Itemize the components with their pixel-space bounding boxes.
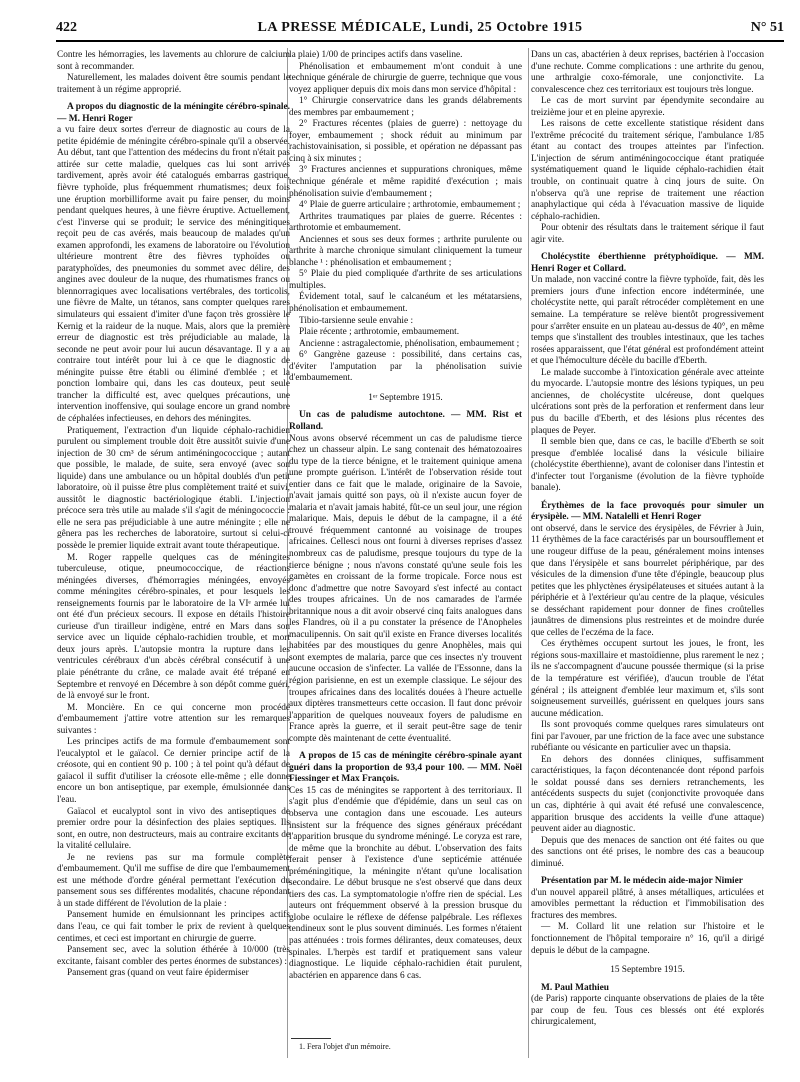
paragraph: — M. Collard lit une relation sur l'histoire et le fonctionnement de l'hôpital temporaire n° 16, qu'il a dirigé depuis le début de la campagne. [531,922,764,956]
column-2 [289,50,522,1070]
paragraph: Naturellement, les malades doivent être soumis pendant le traitement à un régime approprié. [57,73,290,95]
paragraph: Gaïacol et eucalyptol sont in vivo des antiseptiques de premier ordre pour la désinfection des plaies septiques. Ils sont, en outre, non destructeurs, mais au contraire excitants de la vitalité cellulaire. [57,806,290,852]
section-heading: A propos de 15 cas de méningite cérébro-spinale ayant guéri dans la proportion de 93,4 pour 100. — MM. Noël Fiessinger et Max François. [289,751,522,785]
footnote-rule [291,1038,331,1039]
column-divider [528,48,529,1058]
list-item: Plaie récente ; arthrotomie, embaumement. [299,327,460,338]
paragraph: Pour obtenir des résultats dans le traitement sérique il faut agir vite. [531,223,764,245]
paragraph: Il semble bien que, dans ce cas, le bacille d'Eberth se soit presque d'emblée localisé dans la vésicule biliaire (cholécystite éberthienne), avant de coloniser dans l'intestin et d'infecter tout l'organisme (évolution de la fièvre typhoïde banale). [531,437,764,494]
paragraph: Les raisons de cette excellente statistique résident dans l'extrême précocité du traitement sérique, l'ambulance 1/85 étant au contact des troupes atteintes par l'infection. L'injection de sérum antiméningococcique étant pratiquée systématiquement quand le liquide céphalo-rachidien était trouble, on continuait quatre à cinq jours de suite. On n'observa qu'à une reprise de traitement une réaction anaphylactique qui céda à l'évacuation massive de liquide céphalo-rachidien. [531,119,764,222]
paragraph: Le malade succombe à l'intoxication générale avec atteinte du myocarde. L'autopsie montre des lésions typiques, un peu anciennes, de cholécystite ulcéreuse, dont quelques ulcérations sont près de la perforation et renferment dans leur pus du bacille d'Eberth, et des lésions plus récentes des plaques de Peyer. [531,367,764,436]
section-heading: Un cas de paludisme autochtone. — MM. Rist et Rolland. [289,410,522,432]
paragraph: la plaie) 1/00 de principes actifs dans vaseline. [289,50,463,60]
paragraph: M. Moncière. En ce qui concerne mon procédé d'embaumement j'attire votre attention sur les remarques suivantes : [57,702,290,736]
session-date: 1ᵉʳ Septembre 1915. [368,392,443,403]
list-item: Évidement total, sauf le calcanéum et les métatarsiens, phénolisation et embaumement. [289,292,522,315]
paragraph: Phénolisation et embaumement m'ont conduit à une technique générale de chirurgie de guerre, technique que vous voyez appliquer depuis dix mois dans mon service d'hôpital : [289,61,522,95]
column-1 [57,50,290,1070]
page-number: 422 [56,20,77,35]
list-item: Arthrites traumatiques par plaies de guerre. Récentes : arthrotomie et embaumement. [289,211,522,234]
section-heading: Cholécystite éberthienne prétyphoïdique. — MM. Henri Roger et Collard. [531,252,764,274]
paragraph: Pratiquement, l'extraction d'un liquide céphalo-rachidien purulent ou simplement trouble doit être aussitôt suivie d'une injection de 30 cm³ de sérum antiméningococcique ; autant que possible, le malade, de suite, sera envoyé (avec son liquide) dans une ambulance ou un hôpital doublés d'un petit laboratoire, où il puisse être plus complètement traité et suivi, aussitôt le diagnostic bactériologique établi. L'injection précoce sera très utile au malade s'il s'agit de méningococcie : elle ne sera pas préjudiciable à une autre méningite ; elle ne gênera pas les recherches de laboratoire, surtout si celui-ci possède le premier liquide extrait avant toute thérapeutique. [57,425,290,551]
list-item: Anciennes et sous ses deux formes ; arthrite purulente ou arthrite à marche chronique simulant cliniquement la tumeur blanche ¹ : phénolisation et embaumement ; [289,234,522,268]
issue-number: N° 51 [750,20,784,35]
paragraph: Pansement sec, avec la solution éthérée à 10/000 (très excitante, faisant combler des pertes énormes de substances) : [57,945,290,967]
paragraph: Pansement humide en émulsionnant les principes actifs dans l'eau, ce qui fait tomber le prix de revient à quelques centimes, et ceci est important en chirurgie de guerre. [57,910,290,944]
column-3 [531,50,764,1070]
paragraph: Dans un cas, abactérien à deux reprises, bactérien à l'occasion d'une rechute. Comme complications : une arthrite du genou, une arthralgie coxo-fémorale, une conjonctivite. La convalescence chez ces territoriaux est toujours très longue. [531,50,764,95]
section-heading: Érythèmes de la face provoqués pour simuler un érysipèle. — MM. Natalelli et Henri Roger [531,500,764,523]
list-item: 6° Gangrène gazeuse : possibilité, dans certains cas, d'éviter l'amputation par la phénolisation suivie d'embaumement. [289,350,522,384]
paragraph: Ces érythèmes occupent surtout les joues, le front, les régions sous-maxillaire et mastoïdienne, plus rarement le nez ; ils ne s'accompagnent d'aucune poussée thermique (si la prise de la température est vérifiée), d'aucun trouble de l'état général ; ils atteignent d'emblée leur maximum et, s'ils sont soigneusement surveillés, guérissent en quelques jours sans aucune médication. [531,639,764,719]
paragraph: Depuis que des menaces de sanction ont été faites ou que des sanctions ont été prises, le nombre des cas a beaucoup diminué. [531,835,764,869]
header-rule [56,40,784,42]
paragraph: Ces 15 cas de méningites se rapportent à des territoriaux. Il s'agit plus d'endémie que d'épidémie, dans un seul cas on observa une contagion dans une escouade. Les auteurs insistent sur la fréquence des signes généraux précédant l'apparition brusque du syndrome méningé. Le coryza est rare, de même que la bronchite au début. L'observation des faits ferait penser à l'existence d'une septicémie atténuée préméningitique, la méningite n'étant qu'une localisation secondaire. Le début brusque ne s'est observé que dans deux tiers des cas. La symptomatologie n'offre rien de spécial. Les auteurs ont fréquemment observé à la pression brusque du globe oculaire le réflexe de défense palpébrale. Les réflexes tendineux sont le plus souvent diminués. Les formes n'étaient pas atténuées : trois formes délirantes, deux comateuses, deux spinales. L'herpès est tardif et pratiquement sans valeur diagnostique. Le liquide céphalo-rachidien était purulent, abactérien en apparence dans 6 cas. [289,785,522,981]
list-item: 5° Plaie du pied compliquée d'arthrite de ses articulations multiples. [289,269,522,291]
list-item: 4° Plaie de guerre articulaire ; arthrotomie, embaumement ; [299,200,521,211]
paragraph: a vu faire deux sortes d'erreur de diagnostic au cours de la petite épidémie de méningite cérébro-spinale qu'il a observée. Au début, tant que l'attention des médecins du front n'était pas attirée sur cette maladie, quelques cas lui sont arrivés tardivement, après avoir été catalogués embarras gastrique, fièvre typhoïde, plus fréquemment rhumatismes; deux fois une éruption morbilliforme avait pu faire penser, du moins pendant quelques heures, à une fièvre éruptive. Actuellement, c'est l'inverse qui se produit; le service des méningitiques reçoit peu de cas avérés, mais beaucoup de malades qu'un examen approfondi, les examens de laboratoire ou l'évolution ultérieure montrent être des fièvres typhoïdes ou paratyphoïdes, des pneumonies du sommet avec délire, des angines avec douleur de la nuque, des rhumatismes francs ou blennorragiques avec localisations vertébrales, des torticolis, une fièvre de Malte, un tétanos, sans compter quelques rares simulateurs qui essaient d'imiter d'une façon très grossière le Kernig et la raideur de la nuque. Mais, alors que la première erreur de diagnostic est très préjudiciable au malade, la seconde ne peut avoir pour lui aucun désavantage. Il y a au contraire tout intérêt pour lui à ce que le diagnostic de méningite puisse être établi ou éliminé d'emblée ; et la ponction lombaire qui, dans les cas douteux, peut seule trancher la difficulté est, avec quelques précautions, une intervention inoffensive, qui soulage encore un grand nombre de céphalées infectieuses, en dehors des méningites. [57,125,290,424]
list-item: 3° Fractures anciennes et suppurations chroniques, même technique générale et même rapidité d'exécution ; mais phénolisation suivie d'embaumement ; [289,165,522,199]
section-heading: Présentation par M. le médecin aide-major Nimier [541,876,743,887]
paragraph: Les principes actifs de ma formule d'embaumement sont l'eucalyptol et le gaïacol. Ce dernier principe actif de la créosote, qui en contient 90 p. 100 ; à tel point qu'à défaut de gaïacol il suffit d'utiliser la créosote elle-même ; elle donne encore un bon antiseptique, par exemple, émulsionnée dans l'eau. [57,737,290,805]
list-item: Ancienne : astragalectomie, phénolisation, embaumement ; [299,338,520,349]
journal-title: LA PRESSE MÉDICALE, Lundi, 25 Octobre 1915 [257,20,583,35]
paragraph: Contre les hémorragies, les lavements au chlorure de calcium sont à recommander. [57,50,290,72]
session-date: 15 Septembre 1915. [610,965,685,976]
paragraph: En dehors des données cliniques, suffisamment caractéristiques, la façon décontenancée dont répond parfois le soldat poussé dans ses derniers retranchements, les antécédents suspects du sujet (conjonctivite provoquée dans un cas, diphtérie à qui avait été refusé une convalescence, apparition brusque des accidents la veille d'une attaque) peuvent aider au diagnostic. [531,754,764,835]
footnote: 1. Fera l'objet d'un mémoire. [299,1042,391,1051]
list-item: Tibio-tarsienne seule envahie : [299,315,414,326]
page-header [56,20,784,38]
list-item: 2° Fractures récentes (plaies de guerre) : nettoyage du foyer, embaumement ; shock réduit au minimum par rachistovainisation, si possible, et opération ne dépassant pas cinq à six minutes ; [289,119,522,164]
list-item: 1° Chirurgie conservatrice dans les grands délabrements des membres par embaumement ; [289,96,522,118]
paragraph: Le cas de mort survint par épendymite secondaire au treizième jour et en pleine apyrexie. [531,96,764,118]
paragraph: ont observé, dans le service des érysipèles, de Février à Juin, 11 érythèmes de la face caractérisés par un boursoufflement et une rougeur diffuse de la peau, généralement moins intenses que dans l'érysipèle et sans bourrelet périphérique, par des vésicules de la dimension d'une tête d'épingle, beaucoup plus petites que les phlyctènes érysipélateuses et situées autant à la périphérie et à l'extérieur qu'au centre de la plaque, vésicules se desséchant rapidement pour donner de fines croûtelles jaunâtres de dimensions plus restreintes et de moindre durée que celles de l'eczéma de la face. [531,523,764,638]
paragraph: M. Roger rappelle quelques cas de méningites tuberculeuse, otique, pneumococcique, de réactions méningées diverses, d'hémorragies méningées, envoyés comme méningites cérébro-spinales, et pour lesquels les renseignements fournis par le laboratoire de la VIᵉ armée lui ont été d'un précieux secours. Il expose en détails l'histoire curieuse d'un tirailleur indigène, entré en Mars dans son service avec un liquide céphalo-rachidien trouble, et mort deux jours après. L'autopsie montra la rupture dans les ventricules cérébraux d'un abcès cérébral consécutif à une plaie pénétrante du crâne, ce malade avait été trépané en Septembre et renvoyé en Décembre à son dépôt comme guéri, de là envoyé sur le front. [57,552,290,702]
paragraph: Ils sont provoqués comme quelques rares simulateurs ont fini par l'avouer, par une friction de la face avec une substance rubéfiante ou vésicante en particulier avec un thapsia. [531,720,764,754]
section-heading: A propos du diagnostic de la méningite cérébro-spinale. — M. Henri Roger [57,102,290,124]
paragraph: (de Paris) rapporte cinquante observations de plaies de la tête par coup de feu. Tous ces blessés ont été explorés chirurgicalement, [531,994,764,1028]
paragraph: Je ne reviens pas sur ma formule complète d'embaumement. Qu'il me suffise de dire que l'embaumement est une méthode d'ordre général permettant l'exécution du pansement sous ses différentes modalités, chacune répondant à un stade différent de l'évolution de la plaie : [57,852,290,909]
paragraph: Nous avons observé récemment un cas de paludisme tierce chez un chasseur alpin. Le sang contenait des hématozoaires du type de la tierce bénigne, et le traitement quinique amena une prompte guérison. L'intérêt de l'observation réside tout entier dans ce fait que le malade, originaire de la Savoie, n'avait jamais quitté son pays, où il n'existe aucun foyer de malaria et n'avait jamais habité, fût-ce un seul jour, une région malarique. Mais, depuis le début de la campagne, il a été trouvé fréquemment cantonné au voisinage de troupes africaines. Cellesci nous ont fourni à diverses reprises d'assez nombreux cas de paludisme, presque toujours du type de la tierce bénigne ; nous n'avons constaté qu'une seule fois les gamètes en croissant de la forme tropicale. Force nous est donc d'admettre que notre Savoyard s'est infecté au contact des troupes africaines. Un de nos camarades de l'armée britannique nous a dit avoir observé cinq faits analogues dans les Flandres, où il a pu constater la présence de l'Anopheles maculipennis. On sait qu'il existe en France diverses localités habitées par des moustiques du genre Anophèles, mais qui sont exemptes de malaria, parce que ces insectes n'y trouvent aucune occasion de s'infecter. La vallée de l'Essonne, dans la région parisienne, en est un exemple classique. Le séjour des troupes africaines dans des localités douées à l'heure actuelle aux diptères transmetteurs cette occasion. Il faut donc prévoir l'apparition de quelques nouveaux foyers de paludisme en France après la guerre, et il serait peut-être sage de tenir compte dès maintenant de cette éventualité. [289,433,522,744]
section-heading: M. Paul Mathieu [541,982,609,993]
paragraph: d'un nouvel appareil plâtré, à anses métalliques, articulées et amovibles permettant la réduction et l'immobilisation des fractures des membres. [531,887,764,921]
paragraph: Un malade, non vacciné contre la fièvre typhoïde, fait, dès les premiers jours d'une infection encore indéterminée, une cholécystite nette, qui paraît rétrocéder complètement en une semaine. La température se relève bientôt progressivement pour s'arrêter ensuite en un plateau au-dessus de 40°, en même temps que s'installent des troubles intestinaux, que les taches rosées apparaissent, que l'état général est profondément atteint et que l'hémoculture décèle du bacille d'Eberth. [531,275,764,367]
paragraph: Pansement gras (quand on veut faire épidermiser [67,968,249,979]
